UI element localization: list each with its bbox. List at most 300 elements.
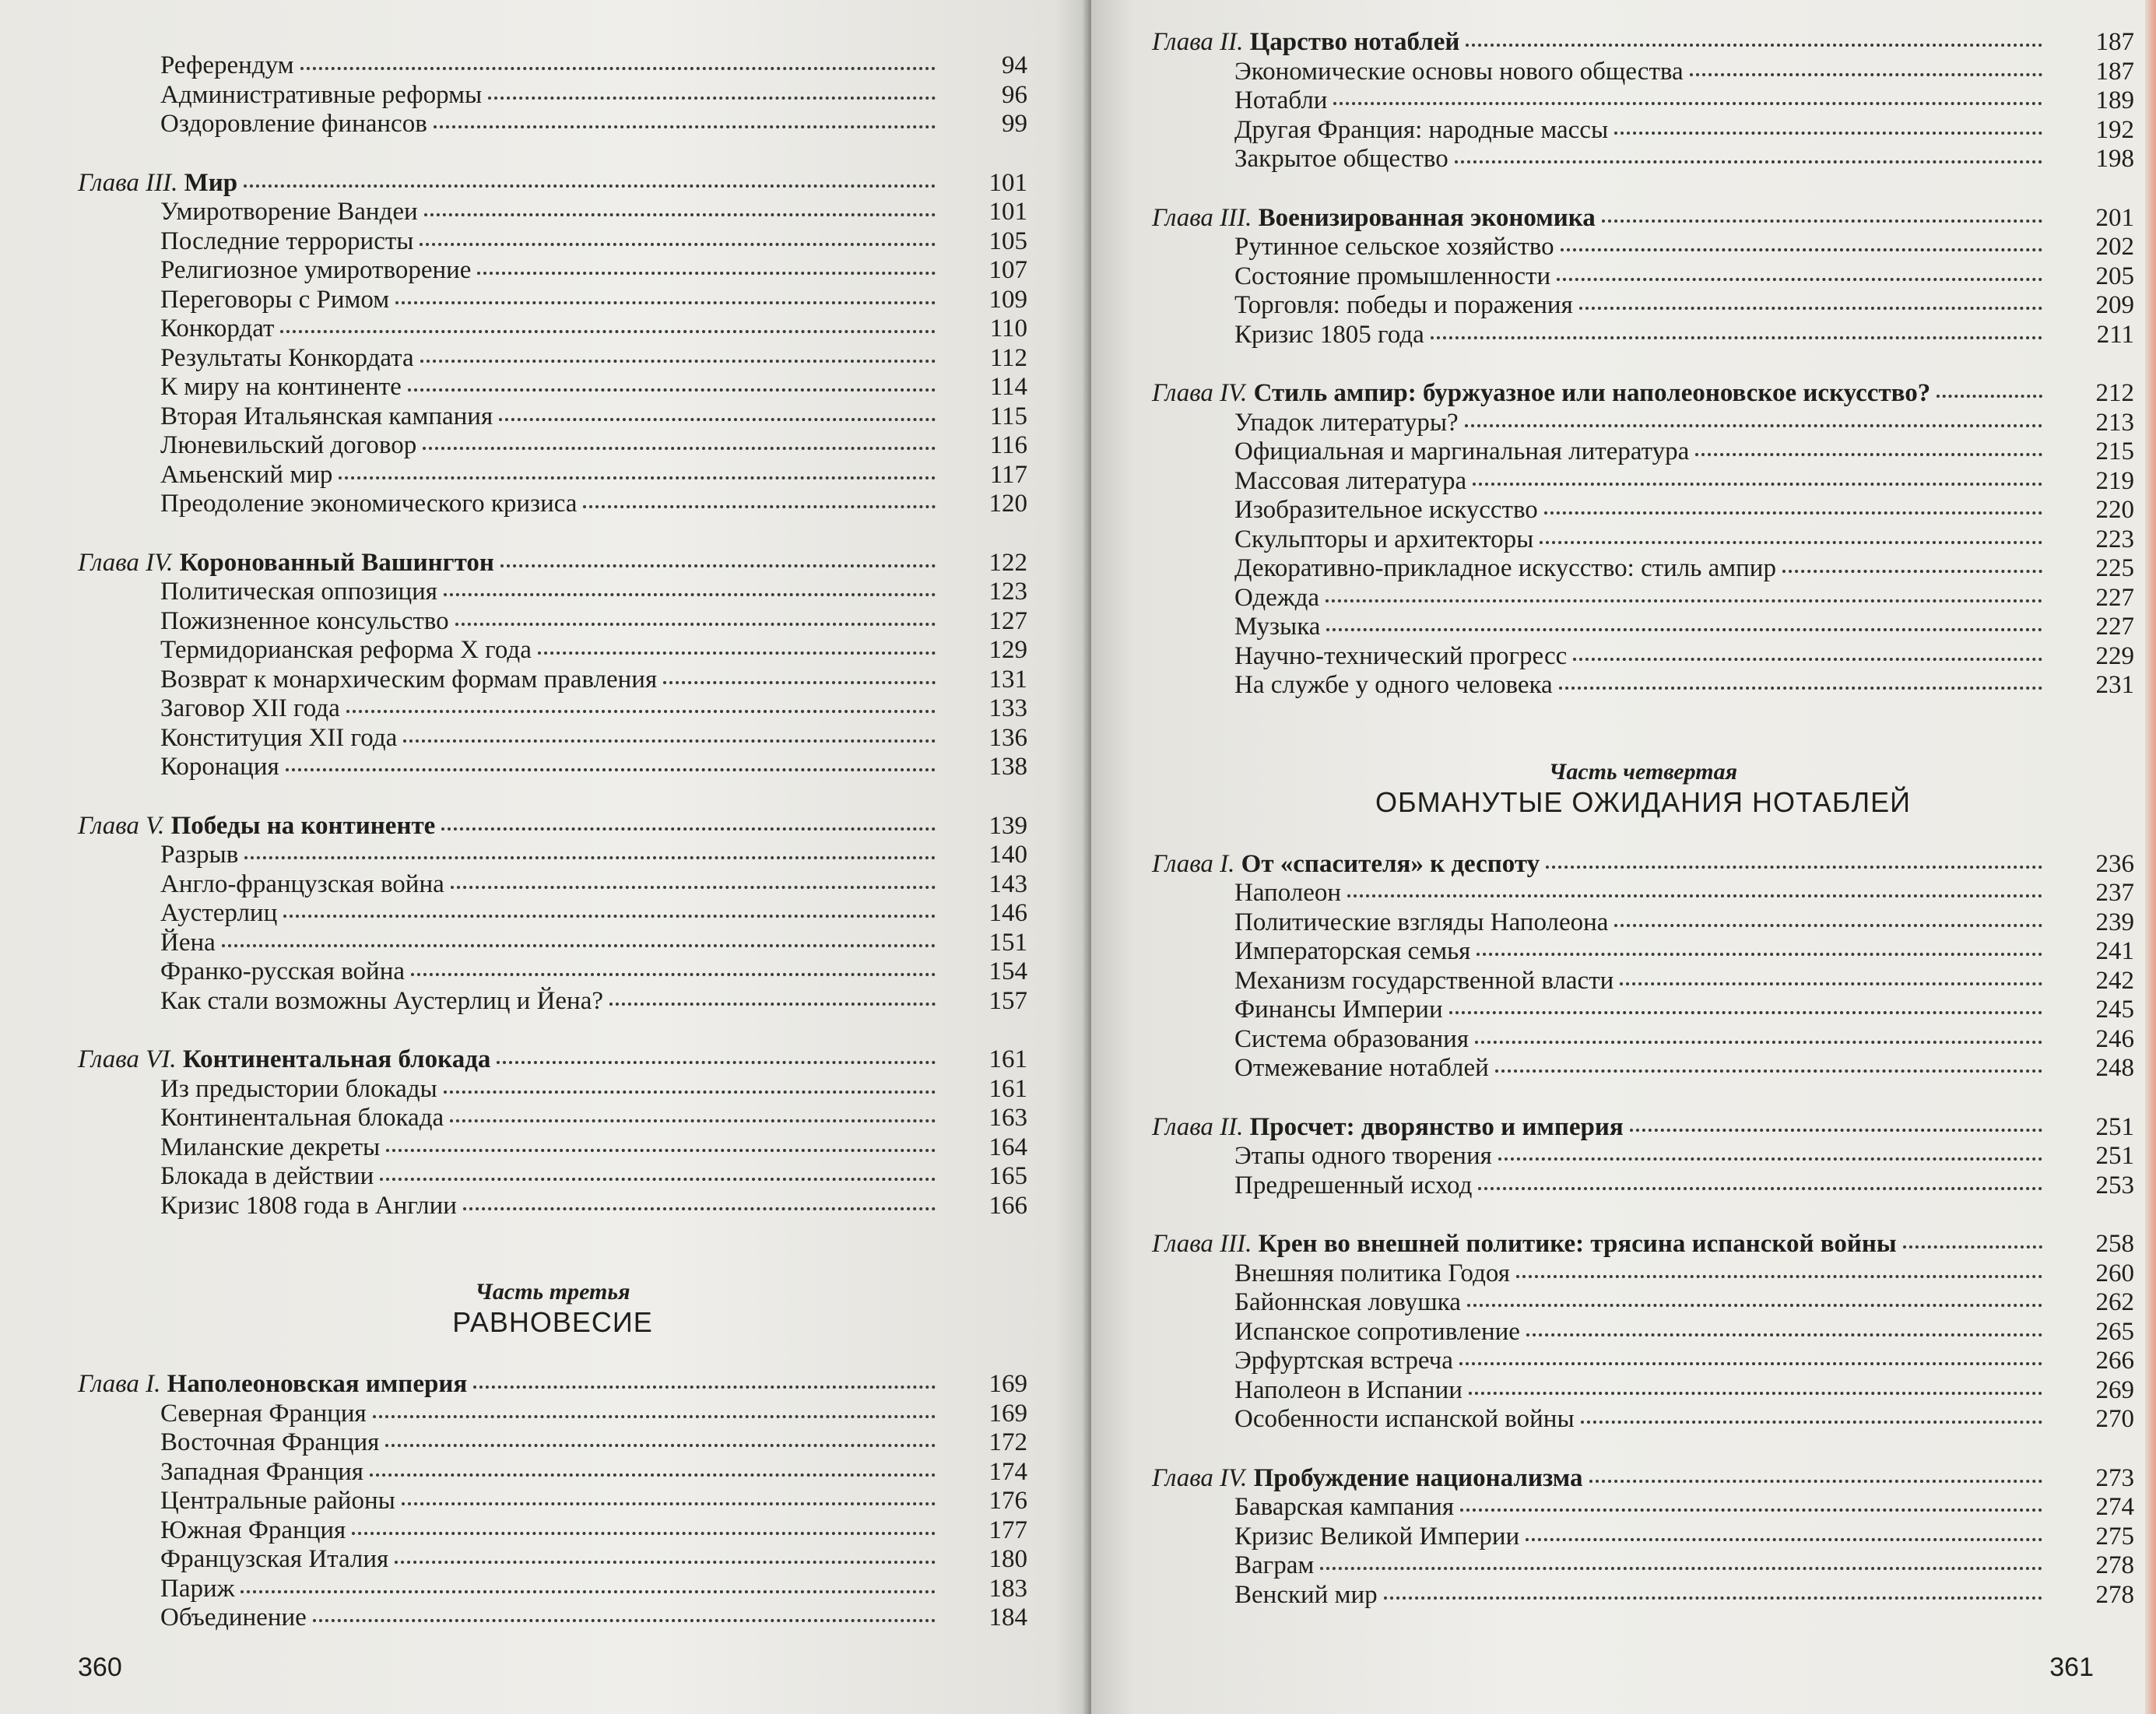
toc-entry [1152, 1551, 2134, 1581]
dot-leader [1561, 241, 2042, 251]
entry-title: Торговля: победы и поражения [1234, 291, 1573, 319]
dot-leader [1526, 1530, 2042, 1541]
entry-title: Возврат к монархическим формам правления [160, 665, 658, 694]
toc-entry [78, 1516, 1027, 1546]
dot-leader [1333, 94, 2042, 105]
dot-leader [395, 293, 936, 304]
dot-leader [500, 557, 936, 567]
entry-page: 151 [988, 928, 1027, 957]
entry-page: 161 [988, 1074, 1027, 1103]
entry-title: Упадок литературы? [1234, 408, 1459, 437]
dot-leader [339, 469, 936, 479]
dot-leader [1320, 1559, 2042, 1570]
toc-entry [1152, 554, 2134, 584]
toc-entry [78, 402, 1027, 432]
entry-page: 123 [988, 578, 1027, 606]
chapter-label: Глава VI. [78, 1045, 177, 1073]
entry-page: 275 [2095, 1522, 2134, 1551]
entry-title: Особенности испанской войны [1234, 1405, 1575, 1433]
chapter-heading [78, 812, 435, 841]
chapter-label: Глава V. [78, 811, 165, 840]
dot-leader [1579, 299, 2042, 310]
dot-leader [423, 439, 936, 450]
dot-leader [497, 1053, 936, 1064]
chapter-block [1152, 28, 2134, 174]
entry-page: 205 [2095, 262, 2134, 290]
entry-page: 177 [988, 1516, 1027, 1544]
dot-leader [1431, 328, 2042, 339]
entry-page: 253 [2095, 1171, 2134, 1199]
chapter-block [78, 1370, 1027, 1633]
toc-entry [1152, 145, 2134, 174]
dot-leader [538, 644, 936, 655]
entry-title: Официальная и маргинальная литература [1234, 437, 1690, 465]
entry-title: Как стали возможны Аустерлиц и Йена? [160, 986, 604, 1015]
chapter-heading [1152, 204, 1596, 234]
toc-entry [78, 841, 1027, 870]
chapter-name: Просчет: дворянство и империя [1249, 1112, 1624, 1141]
dot-leader [280, 322, 936, 333]
dot-leader [1540, 533, 2042, 544]
entry-page: 231 [2095, 671, 2134, 699]
dot-leader [420, 235, 936, 246]
toc-entry [1152, 908, 2134, 938]
entry-page: 127 [988, 606, 1027, 635]
entry-page: 245 [2095, 996, 2134, 1024]
chapter-heading [1152, 850, 1540, 880]
entry-page: 220 [2095, 496, 2134, 524]
toc-entry [78, 1545, 1027, 1575]
chapter-block [78, 1045, 1027, 1221]
chapter-page: 101 [988, 168, 1027, 197]
entry-title: Политические взгляды Наполеона [1234, 908, 1609, 936]
entry-title: Изобразительное искусство [1234, 496, 1538, 524]
toc-entry [78, 256, 1027, 286]
toc-entry [1152, 262, 2134, 292]
toc-entry [78, 1104, 1027, 1133]
chapter-heading [1152, 1113, 1624, 1143]
chapter-heading [78, 1370, 467, 1400]
entry-title: Континентальная блокада [160, 1104, 444, 1132]
dot-leader [1469, 1384, 2042, 1395]
entry-title: Амьенский мир [160, 460, 333, 489]
chapter-block [1152, 204, 2134, 350]
right-toc [1152, 28, 2134, 1639]
entry-page: 107 [988, 256, 1027, 284]
chapter-row [78, 1045, 1027, 1075]
page-number: 361 [2049, 1653, 2094, 1682]
entry-page: 251 [2095, 1142, 2134, 1170]
entry-page: 227 [2095, 583, 2134, 612]
entry-title: Восточная Франция [160, 1428, 380, 1456]
entry-page: 140 [988, 841, 1027, 869]
toc-entry [1152, 937, 2134, 967]
dot-leader [477, 264, 936, 275]
chapter-name: Победы на континенте [170, 811, 436, 840]
entry-page: 131 [988, 665, 1027, 694]
toc-entry [1152, 1142, 2134, 1171]
entry-page: 274 [2095, 1493, 2134, 1521]
entry-title: Административные реформы [160, 80, 483, 109]
dot-leader [444, 1083, 936, 1094]
dot-leader [1516, 1267, 2042, 1278]
entry-page: 227 [2095, 613, 2134, 641]
entry-page: 213 [2095, 408, 2134, 437]
entry-title: Баварская кампания [1234, 1493, 1455, 1521]
toc-entry [1152, 58, 2134, 87]
dot-leader [1467, 1296, 2042, 1307]
toc-entry [78, 110, 1027, 139]
entry-title: Политическая оппозиция [160, 578, 437, 606]
entry-page: 117 [989, 460, 1027, 489]
toc-entry [78, 490, 1027, 519]
entry-title: К миру на континенте [160, 373, 402, 401]
dot-leader [1690, 65, 2042, 76]
dot-leader [1614, 124, 2042, 135]
toc-entry [78, 1400, 1027, 1429]
chapter-name: Коронованный Вашингтон [179, 548, 494, 577]
entry-title: Люневильский договор [160, 431, 417, 459]
toc-entry [1152, 291, 2134, 321]
dot-leader [1384, 1589, 2042, 1600]
chapter-row [1152, 1230, 2134, 1259]
chapter-heading [78, 1045, 490, 1075]
entry-page: 192 [2095, 115, 2134, 144]
toc-entry [78, 957, 1027, 987]
entry-title: Южная Франция [160, 1516, 346, 1544]
chapter-label: Глава II. [1152, 28, 1244, 56]
entry-title: Переговоры с Римом [160, 285, 390, 314]
dot-leader [1589, 1472, 2042, 1483]
toc-entry [1152, 1025, 2134, 1055]
entry-page: 172 [988, 1428, 1027, 1456]
toc-entry [78, 694, 1027, 724]
chapter-page: 236 [2095, 849, 2134, 878]
dot-leader [1526, 1326, 2042, 1336]
entry-title: Венский мир [1234, 1580, 1378, 1609]
entry-page: 246 [2095, 1024, 2134, 1053]
toc-entry [78, 1075, 1027, 1105]
dot-leader [1614, 916, 2042, 927]
page-edge [2145, 0, 2156, 1714]
entry-page: 215 [2095, 437, 2134, 465]
entry-page: 163 [988, 1104, 1027, 1132]
dot-leader [352, 1524, 936, 1535]
entry-page: 166 [988, 1191, 1027, 1220]
toc-entry [1152, 642, 2134, 672]
entry-title: Предрешенный исход [1234, 1171, 1473, 1199]
entry-page: 96 [1002, 80, 1027, 109]
entry-title: Система образования [1234, 1024, 1470, 1053]
toc-entry [1152, 1259, 2134, 1289]
entry-page: 242 [2095, 966, 2134, 995]
entry-title: Объединение [160, 1603, 307, 1631]
entry-title: Скульпторы и архитекторы [1234, 525, 1534, 553]
chapter-page: 169 [988, 1370, 1027, 1398]
entry-page: 266 [2095, 1347, 2134, 1375]
toc-entry [78, 344, 1027, 374]
entry-page: 183 [988, 1574, 1027, 1603]
entry-title: Массовая литература [1234, 466, 1467, 495]
dot-leader [1937, 387, 2042, 398]
entry-title: Религиозное умиротворение [160, 256, 472, 284]
toc-entry [1152, 1493, 2134, 1523]
dot-leader [1630, 1121, 2042, 1132]
entry-page: 189 [2095, 86, 2134, 114]
toc-entry [78, 870, 1027, 900]
toc-entry [1152, 116, 2134, 146]
entry-page: 176 [988, 1487, 1027, 1515]
chapter-label: Глава IV. [1152, 1463, 1248, 1492]
dot-leader [1347, 887, 2042, 897]
entry-title: Последние террористы [160, 227, 414, 255]
dot-leader [1459, 1354, 2042, 1365]
entry-page: 136 [988, 723, 1027, 752]
entry-title: Конституция XII года [160, 723, 398, 752]
dot-leader [450, 1112, 936, 1122]
entry-title: Из предыстории блокады [160, 1074, 437, 1103]
dot-leader [286, 760, 936, 771]
chapter-page: 258 [2095, 1230, 2134, 1258]
toc-entry [78, 929, 1027, 958]
entry-page: 211 [2096, 320, 2134, 349]
part-label: Часть третья [475, 1279, 630, 1305]
chapter-page: 139 [988, 811, 1027, 840]
toc-entry [78, 636, 1027, 666]
entry-page: 164 [988, 1133, 1027, 1161]
dot-leader [1495, 1062, 2042, 1073]
entry-title: Одежда [1234, 583, 1320, 612]
toc-entry [78, 227, 1027, 257]
entry-title: Французская Италия [160, 1545, 389, 1573]
toc-entry [1152, 437, 2134, 467]
dot-leader [434, 118, 936, 128]
entry-title: Вторая Итальянская кампания [160, 402, 493, 430]
dot-leader [1455, 153, 2042, 163]
dot-leader [386, 1141, 936, 1152]
entry-title: Кризис Великой Империи [1234, 1522, 1520, 1551]
chapter-page: 273 [2095, 1463, 2134, 1492]
chapter-heading [1152, 1230, 1897, 1259]
entry-page: 116 [989, 431, 1027, 459]
entry-title: Кризис 1805 года [1234, 320, 1424, 349]
left-toc [78, 51, 1027, 1663]
dot-leader [300, 59, 936, 70]
toc-entry [1152, 613, 2134, 642]
entry-page: 143 [988, 869, 1027, 898]
toc-entry [78, 1192, 1027, 1221]
right-chapters-b [1152, 850, 2134, 1610]
toc-entry [1152, 1581, 2134, 1610]
dot-leader [455, 615, 936, 626]
left-chapters-a [78, 169, 1027, 1221]
entry-title: Западная Франция [160, 1457, 363, 1486]
entry-page: 138 [988, 753, 1027, 781]
entry-title: Финансы Империи [1234, 996, 1443, 1024]
toc-entry [78, 198, 1027, 227]
toc-entry [1152, 1523, 2134, 1552]
toc-entry [78, 578, 1027, 607]
entry-title: Миланские декреты [160, 1133, 381, 1161]
dot-leader [313, 1611, 936, 1622]
dot-leader [424, 205, 936, 216]
entry-title: Референдум [160, 51, 294, 79]
toc-entry [78, 753, 1027, 782]
entry-page: 237 [2095, 879, 2134, 907]
toc-entry [78, 724, 1027, 753]
dot-leader [1498, 1150, 2042, 1161]
chapter-block [1152, 1113, 2134, 1201]
entry-page: 174 [988, 1457, 1027, 1486]
chapter-name: От «спасителя» к деспоту [1241, 849, 1540, 878]
dot-leader [1449, 1003, 2042, 1014]
toc-entry [1152, 996, 2134, 1025]
entry-title: Наполеон в Испании [1234, 1375, 1462, 1404]
entry-page: 109 [988, 285, 1027, 314]
toc-entry [78, 1133, 1027, 1163]
entry-title: Преодоление экономического кризиса [160, 490, 578, 518]
chapter-heading [78, 549, 494, 578]
part-title: ОБМАНУТЫЕ ОЖИДАНИЯ НОТАБЛЕЙ [1375, 785, 1911, 818]
dot-leader [403, 732, 936, 743]
chapter-row [1152, 204, 2134, 234]
chapter-row [1152, 1464, 2134, 1494]
dot-leader [222, 936, 936, 947]
entry-page: 248 [2095, 1054, 2134, 1082]
entry-page: 278 [2095, 1551, 2134, 1579]
chapter-label: Глава II. [1152, 1112, 1244, 1141]
entry-page: 262 [2095, 1288, 2134, 1316]
dot-leader [1695, 445, 2042, 456]
toc-entry [78, 607, 1027, 637]
chapter-page: 212 [2095, 379, 2134, 407]
entry-page: 187 [2095, 57, 2134, 86]
dot-leader [1546, 858, 2042, 869]
toc-entry [78, 987, 1027, 1017]
dot-leader [373, 1407, 936, 1418]
entry-title: Конкордат [160, 314, 275, 342]
chapter-row [78, 1370, 1027, 1400]
entry-title: Пожизненное консульство [160, 606, 449, 635]
entry-page: 112 [989, 343, 1027, 372]
chapter-block [78, 169, 1027, 519]
dot-leader [370, 1466, 936, 1477]
dot-leader [499, 410, 936, 421]
toc-entry [78, 1575, 1027, 1604]
dot-leader [1473, 475, 2042, 486]
dot-leader [411, 965, 936, 976]
entry-title: На службе у одного человека [1234, 671, 1553, 699]
toc-entry [1152, 1376, 2134, 1406]
toc-entry [1152, 467, 2134, 497]
entry-title: Отмежевание нотаблей [1234, 1054, 1489, 1082]
chapter-name: Крен во внешней политике: трясина испанской войны [1258, 1230, 1897, 1258]
entry-title: Разрыв [160, 841, 239, 869]
entry-page: 223 [2095, 525, 2134, 553]
part-heading [1152, 758, 2134, 819]
chapter-label: Глава IV. [78, 548, 174, 577]
entry-page: 120 [988, 490, 1027, 518]
entry-title: Франко-русская война [160, 957, 406, 985]
dot-leader [1602, 212, 2042, 223]
chapter-row [1152, 1113, 2134, 1143]
entry-title: Термидорианская реформа X года [160, 636, 532, 664]
chapter-page: 201 [2095, 203, 2134, 232]
toc-entry [78, 899, 1027, 929]
toc-entry [1152, 1318, 2134, 1347]
entry-title: Северная Франция [160, 1399, 367, 1428]
entry-title: Оздоровление финансов [160, 110, 427, 138]
entry-title: Состояние промышленности [1234, 262, 1551, 290]
dot-leader [1477, 945, 2042, 956]
entry-title: Центральные районы [160, 1487, 395, 1515]
entry-title: Императорская семья [1234, 937, 1471, 965]
toc-entry [78, 461, 1027, 490]
entry-page: 146 [988, 899, 1027, 927]
chapter-name: Пробуждение национализма [1253, 1463, 1583, 1492]
entry-title: Аустерлиц [160, 899, 278, 927]
entry-page: 154 [988, 957, 1027, 985]
entry-page: 110 [989, 314, 1027, 342]
chapter-heading [1152, 1464, 1583, 1494]
toc-entry [1152, 967, 2134, 996]
entry-page: 157 [988, 986, 1027, 1015]
entry-title: Механизм государственной власти [1234, 966, 1614, 995]
entry-page: 184 [988, 1603, 1027, 1631]
chapter-name: Стиль ампир: буржуазное или наполеоновское искусство? [1253, 379, 1931, 407]
dot-leader [441, 820, 936, 831]
dot-leader [1466, 36, 2042, 47]
dot-leader [1581, 1413, 2042, 1424]
chapter-block [1152, 1464, 2134, 1610]
toc-entry [1152, 879, 2134, 908]
chapter-label: Глава IV. [1152, 379, 1248, 407]
entry-page: 229 [2095, 641, 2134, 670]
entry-title: Научно-технический прогресс [1234, 641, 1568, 670]
chapter-label: Глава I. [1152, 849, 1235, 878]
dot-leader [1465, 416, 2042, 427]
toc-entry [1152, 525, 2134, 555]
toc-entry [1152, 1405, 2134, 1435]
dot-leader [583, 497, 936, 508]
toc-entry [1152, 409, 2134, 438]
dot-leader [346, 702, 936, 713]
dot-leader [1544, 504, 2042, 515]
toc-entry [78, 1428, 1027, 1458]
entry-page: 265 [2095, 1317, 2134, 1346]
entry-page: 239 [2095, 908, 2134, 936]
dot-leader [663, 673, 936, 684]
right-chapters-a [1152, 28, 2134, 701]
toc-entry [1152, 1054, 2134, 1084]
toc-entry [78, 81, 1027, 111]
toc-entry [78, 1162, 1027, 1192]
toc-entry [1152, 671, 2134, 701]
dot-leader [1460, 1501, 2042, 1512]
entry-title: Испанское сопротивление [1234, 1317, 1520, 1346]
toc-entry [78, 1458, 1027, 1487]
toc-entry [78, 666, 1027, 695]
page-number: 360 [78, 1653, 122, 1682]
part-label: Часть четвертая [1548, 758, 1738, 785]
entry-title: Рутинное сельское хозяйство [1234, 233, 1554, 261]
dot-leader [609, 995, 936, 1006]
left-chapters-b [78, 1370, 1027, 1633]
entry-page: 101 [988, 198, 1027, 226]
entry-page: 202 [2095, 233, 2134, 261]
entry-title: Экономические основы нового общества [1234, 57, 1684, 86]
toc-entry [78, 1603, 1027, 1633]
